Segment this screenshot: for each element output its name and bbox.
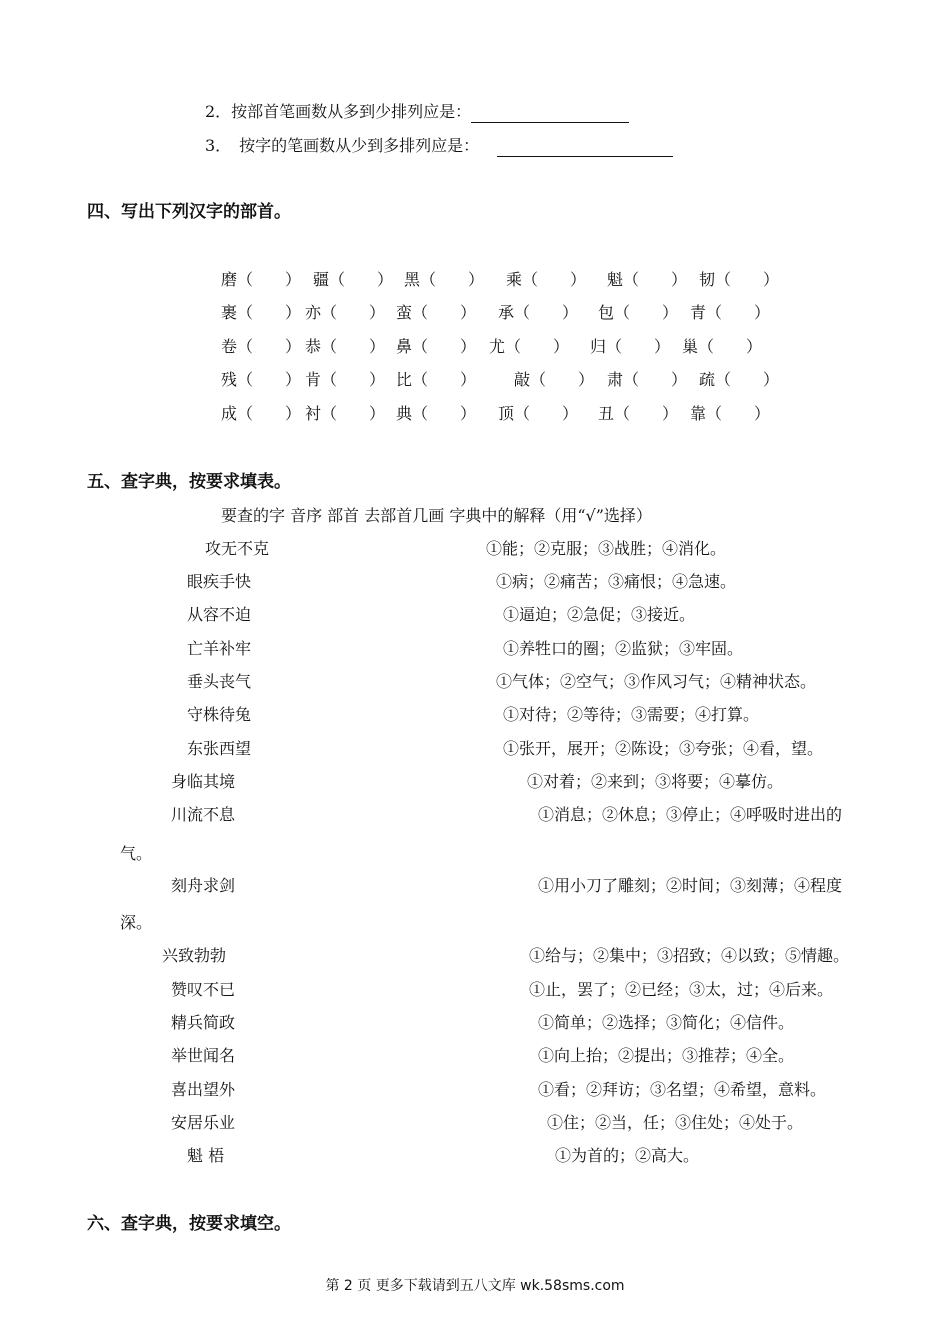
radical-item[interactable]: 乘（ ） bbox=[506, 270, 587, 289]
meaning-options[interactable]: ①养牲口的圈；②监狱；③牢固。 bbox=[503, 639, 744, 658]
meaning-options[interactable]: ①气体；②空气；③作风习气；④精神状态。 bbox=[496, 672, 817, 691]
radical-item[interactable]: 魁（ ） bbox=[607, 270, 688, 289]
meaning-wrap: 深。 bbox=[120, 913, 153, 932]
idiom: 亡羊补牢 bbox=[187, 639, 252, 658]
section4-title: 四、写出下列汉字的部首。 bbox=[87, 202, 291, 222]
radical-item[interactable]: 残（ ） bbox=[221, 370, 302, 389]
radical-item[interactable]: 裹（ ） bbox=[221, 303, 302, 322]
idiom: 赞叹不已 bbox=[171, 980, 236, 999]
idiom: 从容不迫 bbox=[187, 605, 252, 624]
meaning-options[interactable]: ①止，罢了；②已经；③太，过；④后来。 bbox=[529, 980, 834, 999]
meaning-options[interactable]: ①逼迫；②急促；③接近。 bbox=[503, 605, 696, 624]
idiom: 安居乐业 bbox=[171, 1113, 236, 1132]
idiom: 举世闻名 bbox=[171, 1046, 236, 1065]
radical-item[interactable]: 衬（ ） bbox=[305, 404, 386, 423]
radical-item[interactable]: 恭（ ） bbox=[305, 337, 386, 356]
meaning-options[interactable]: ①消息；②休息；③停止；④呼吸时进出的 bbox=[538, 805, 843, 824]
idiom: 兴致勃勃 bbox=[162, 946, 227, 965]
radical-item[interactable]: 比（ ） bbox=[396, 370, 477, 389]
radical-item[interactable]: 巢（ ） bbox=[682, 337, 763, 356]
meaning-options[interactable]: ①住；②当，任；③住处；④处于。 bbox=[547, 1113, 804, 1132]
section6-title: 六、查字典，按要求填空。 bbox=[87, 1214, 291, 1234]
meaning-options[interactable]: ①为首的；②高大。 bbox=[555, 1146, 700, 1165]
page-footer: 第 2 页 更多下载请到五八文库 wk.58sms.com bbox=[325, 1278, 625, 1294]
radical-item[interactable]: 亦（ ） bbox=[305, 303, 386, 322]
section3-item-3 bbox=[205, 135, 673, 157]
idiom: 东张西望 bbox=[187, 739, 252, 758]
radical-item[interactable]: 青（ ） bbox=[690, 303, 771, 322]
radical-item[interactable]: 黑（ ） bbox=[404, 270, 485, 289]
section5-title: 五、查字典，按要求填表。 bbox=[87, 472, 291, 492]
meaning-options[interactable]: ①能；②克服；③战胜；④消化。 bbox=[486, 539, 727, 558]
meaning-options[interactable]: ①向上抬；②提出；③推荐；④全。 bbox=[538, 1046, 795, 1065]
meaning-options[interactable]: ①张开，展开；②陈设；③夸张；④看，望。 bbox=[503, 739, 824, 758]
meaning-options[interactable]: ①看；②拜访；③名望；④希望，意料。 bbox=[538, 1080, 827, 1099]
radical-item[interactable]: 卷（ ） bbox=[221, 337, 302, 356]
radical-item[interactable]: 敲（ ） bbox=[514, 370, 595, 389]
table-header: 要查的字 音序 部首 去部首几画 字典中的解释（用“√”选择） bbox=[221, 506, 652, 525]
radical-item[interactable]: 顶（ ） bbox=[498, 404, 579, 423]
radical-item[interactable]: 包（ ） bbox=[598, 303, 679, 322]
meaning-options[interactable]: ①对待；②等待；③需要；④打算。 bbox=[503, 705, 760, 724]
radical-item[interactable]: 承（ ） bbox=[498, 303, 579, 322]
radical-item[interactable]: 鼻（ ） bbox=[396, 337, 477, 356]
radical-item[interactable]: 韧（ ） bbox=[699, 270, 780, 289]
radical-item[interactable]: 归（ ） bbox=[590, 337, 671, 356]
radical-item[interactable]: 肯（ ） bbox=[305, 370, 386, 389]
meaning-options[interactable]: ①对着；②来到；③将要；④摹仿。 bbox=[527, 772, 784, 791]
idiom: 魁 梧 bbox=[187, 1146, 225, 1165]
radical-item[interactable]: 尤（ ） bbox=[489, 337, 570, 356]
answer-blank[interactable] bbox=[471, 106, 629, 123]
idiom: 喜出望外 bbox=[171, 1080, 236, 1099]
radical-item[interactable]: 成（ ） bbox=[221, 404, 302, 423]
radical-item[interactable]: 肃（ ） bbox=[607, 370, 688, 389]
idiom: 身临其境 bbox=[171, 772, 236, 791]
meaning-options[interactable]: ①给与；②集中；③招致；④以致；⑤情趣。 bbox=[529, 946, 850, 965]
meaning-wrap: 气。 bbox=[120, 844, 153, 863]
idiom: 精兵简政 bbox=[171, 1013, 236, 1032]
section3-item-3-text: 3． 按字的笔画数从少到多排列应是： bbox=[205, 136, 480, 155]
section3-item-2-text: 2．按部首笔画数从多到少排列应是： bbox=[205, 102, 472, 121]
radical-item[interactable]: 靠（ ） bbox=[690, 404, 771, 423]
idiom: 眼疾手快 bbox=[187, 572, 252, 591]
answer-blank[interactable] bbox=[497, 140, 673, 157]
radical-item[interactable]: 疏（ ） bbox=[699, 370, 780, 389]
idiom: 守株待兔 bbox=[187, 705, 252, 724]
radical-item[interactable]: 典（ ） bbox=[396, 404, 477, 423]
radical-item[interactable]: 疆（ ） bbox=[313, 270, 394, 289]
meaning-options[interactable]: ①病；②痛苦；③痛恨；④急速。 bbox=[496, 572, 737, 591]
radical-item[interactable]: 丑（ ） bbox=[598, 404, 679, 423]
idiom: 刻舟求剑 bbox=[171, 876, 236, 895]
meaning-options[interactable]: ①简单；②选择；③简化；④信件。 bbox=[538, 1013, 795, 1032]
radical-item[interactable]: 磨（ ） bbox=[221, 270, 302, 289]
idiom: 垂头丧气 bbox=[187, 672, 252, 691]
radical-item[interactable]: 蛮（ ） bbox=[396, 303, 477, 322]
meaning-options[interactable]: ①用小刀了雕刻；②时间；③刻薄；④程度 bbox=[538, 876, 843, 895]
idiom: 攻无不克 bbox=[205, 539, 270, 558]
section3-item-2 bbox=[205, 101, 629, 123]
idiom: 川流不息 bbox=[171, 805, 236, 824]
